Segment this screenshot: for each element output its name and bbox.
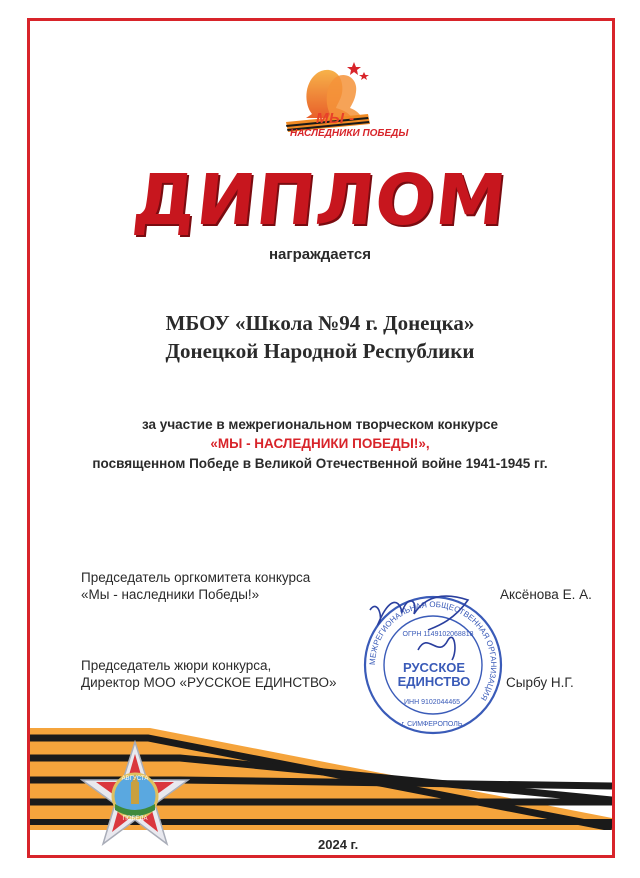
logo-text-line1: МЫ - [316,110,355,127]
jury-chair-name: Сырбу Н.Г. [506,675,574,690]
jury-chair-title2: Директор МОО «РУССКОЕ ЕДИНСТВО» [81,675,337,690]
org-chair-title1: Председатель оргкомитета конкурса [81,570,311,585]
svg-text:ЕДИНСТВО: ЕДИНСТВО [397,674,471,689]
svg-text:г. СИМФЕРОПОЛЬ: г. СИМФЕРОПОЛЬ [401,721,463,728]
org-chair-name: Аксёнова Е. А. [500,587,592,602]
jury-chair-title1: Председатель жюри конкурса, [81,658,272,673]
diploma-year: 2024 г. [318,837,359,852]
reason-line3: посвященном Победе в Великой Отечественной войне 1941-1945 гг. [92,456,548,471]
svg-text:РУССКОЕ: РУССКОЕ [402,660,466,675]
victory-order-icon [80,740,190,850]
awarded-label: награждается [268,246,372,263]
svg-text:ОГРН 1149102068818: ОГРН 1149102068818 [402,631,474,638]
contest-name: «МЫ - НАСЛЕДНИКИ ПОБЕДЫ!», [210,436,430,451]
recipient-line1: МБОУ «Школа №94 г. Донецка» [165,311,475,335]
svg-text:АВГУСТА: АВГУСТА [121,776,149,782]
reason-line1: за участие в межрегиональном творческом конкурсе [142,417,498,432]
svg-text:ПОБЕДА: ПОБЕДА [122,816,148,822]
svg-text:МЕЖРЕГИОНАЛЬНАЯ ОБЩЕСТВЕННАЯ О: МЕЖРЕГИОНАЛЬНАЯ ОБЩЕСТВЕННАЯ ОРГАНИЗАЦИЯ [367,599,499,703]
svg-text:ИНН 9102044465: ИНН 9102044465 [403,699,461,706]
diploma-title: ДИПЛОМ [129,159,511,241]
org-chair-title2: «Мы - наследники Победы!» [81,587,260,602]
logo-text-line2: НАСЛЕДНИКИ ПОБЕДЫ [290,128,409,139]
recipient-line2: Донецкой Народной Республики [165,339,475,363]
